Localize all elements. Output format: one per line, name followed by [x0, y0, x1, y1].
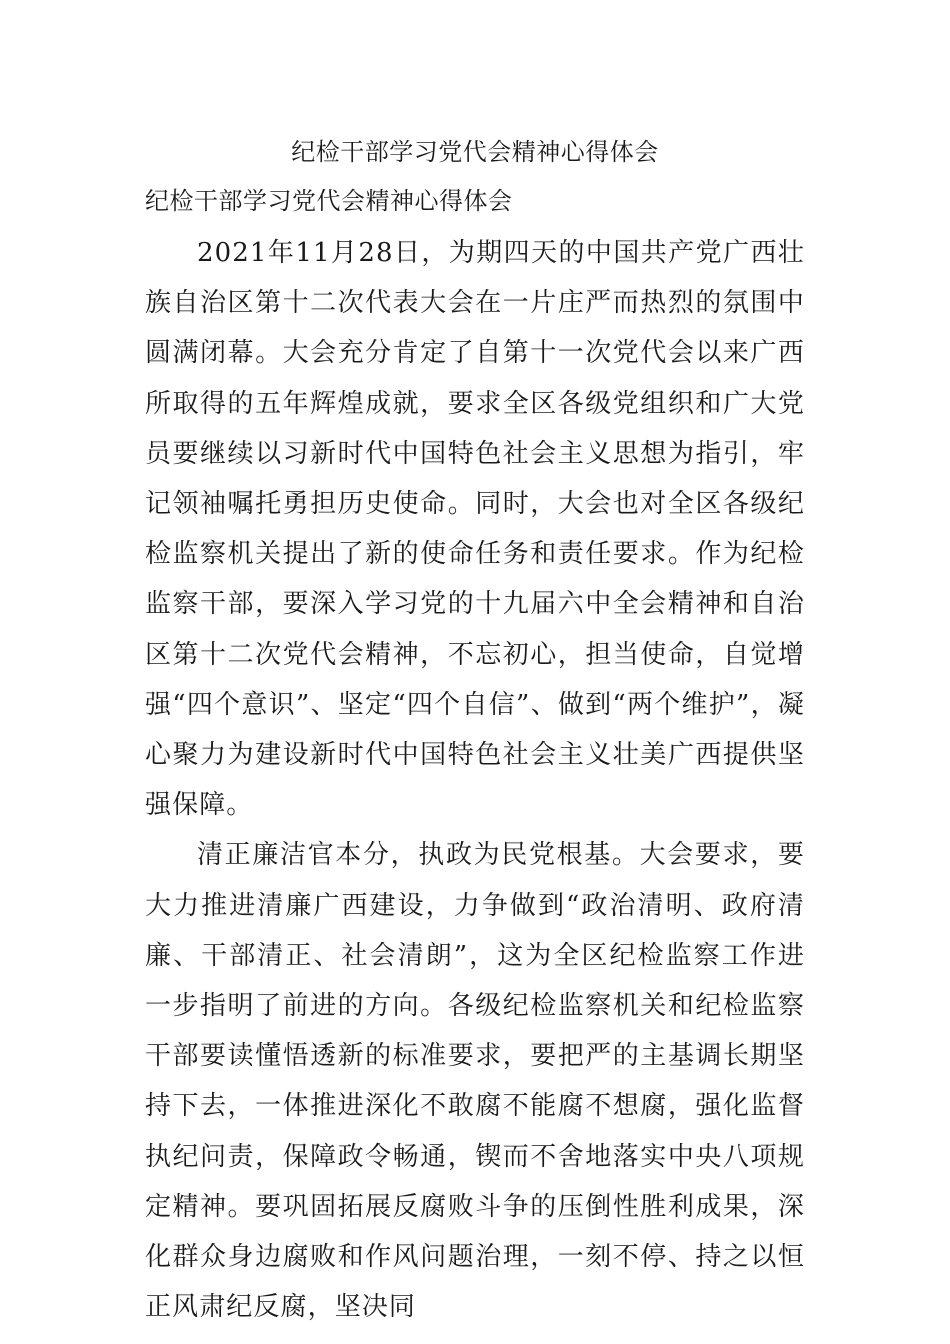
document-title: 纪检干部学习党代会精神心得体会 — [291, 138, 659, 166]
document-body — [145, 228, 805, 1332]
body-paragraph-1: 2021年11月28日，为期四天的中国共产党广西壮族自治区第十二次代表大会在一片庄严而热烈的氛围中圆满闭幕。大会充分肯定了自第十一次党代会以来广西所取得的五年辉煌成就，要求全区各级党组织和广大党员要继续以习新时代中国特色社会主义思想为指引，牢记领袖嘱托勇担历史使命。同时，大会也对全区各级纪检监察机关提出了新的使命任务和责任要求。作为纪检监察干部，要深入学习党的十九届六中全会精神和自治区第十二次党代会精神，不忘初心，担当使命，自觉增强“四个意识”、坚定“四个自信”、做到“两个维护”，凝心聚力为建设新时代中国特色社会主义壮美广西提供坚强保障。 — [145, 238, 805, 821]
body-paragraph-2: 清正廉洁官本分，执政为民党根基。大会要求，要大力推进清廉广西建设，力争做到“政治清明、政府清廉、干部清正、社会清朗”，这为全区纪检监察工作进一步指明了前进的方向。各级纪检监察机关和纪检监察干部要读懂悟透新的标准要求，要把严的主基调长期坚持下去，一体推进深化不敢腐不能腐不想腐，强化监督执纪问责，保障政令畅通，锲而不舍地落实中央八项规定精神。要巩固拓展反腐败斗争的压倒性胜利成果，深化群众身边腐败和作风问题治理，一刻不停、持之以恒正风肃纪反腐，坚决同 — [145, 840, 805, 1323]
document-subtitle: 纪检干部学习党代会精神心得体会 — [145, 187, 513, 215]
